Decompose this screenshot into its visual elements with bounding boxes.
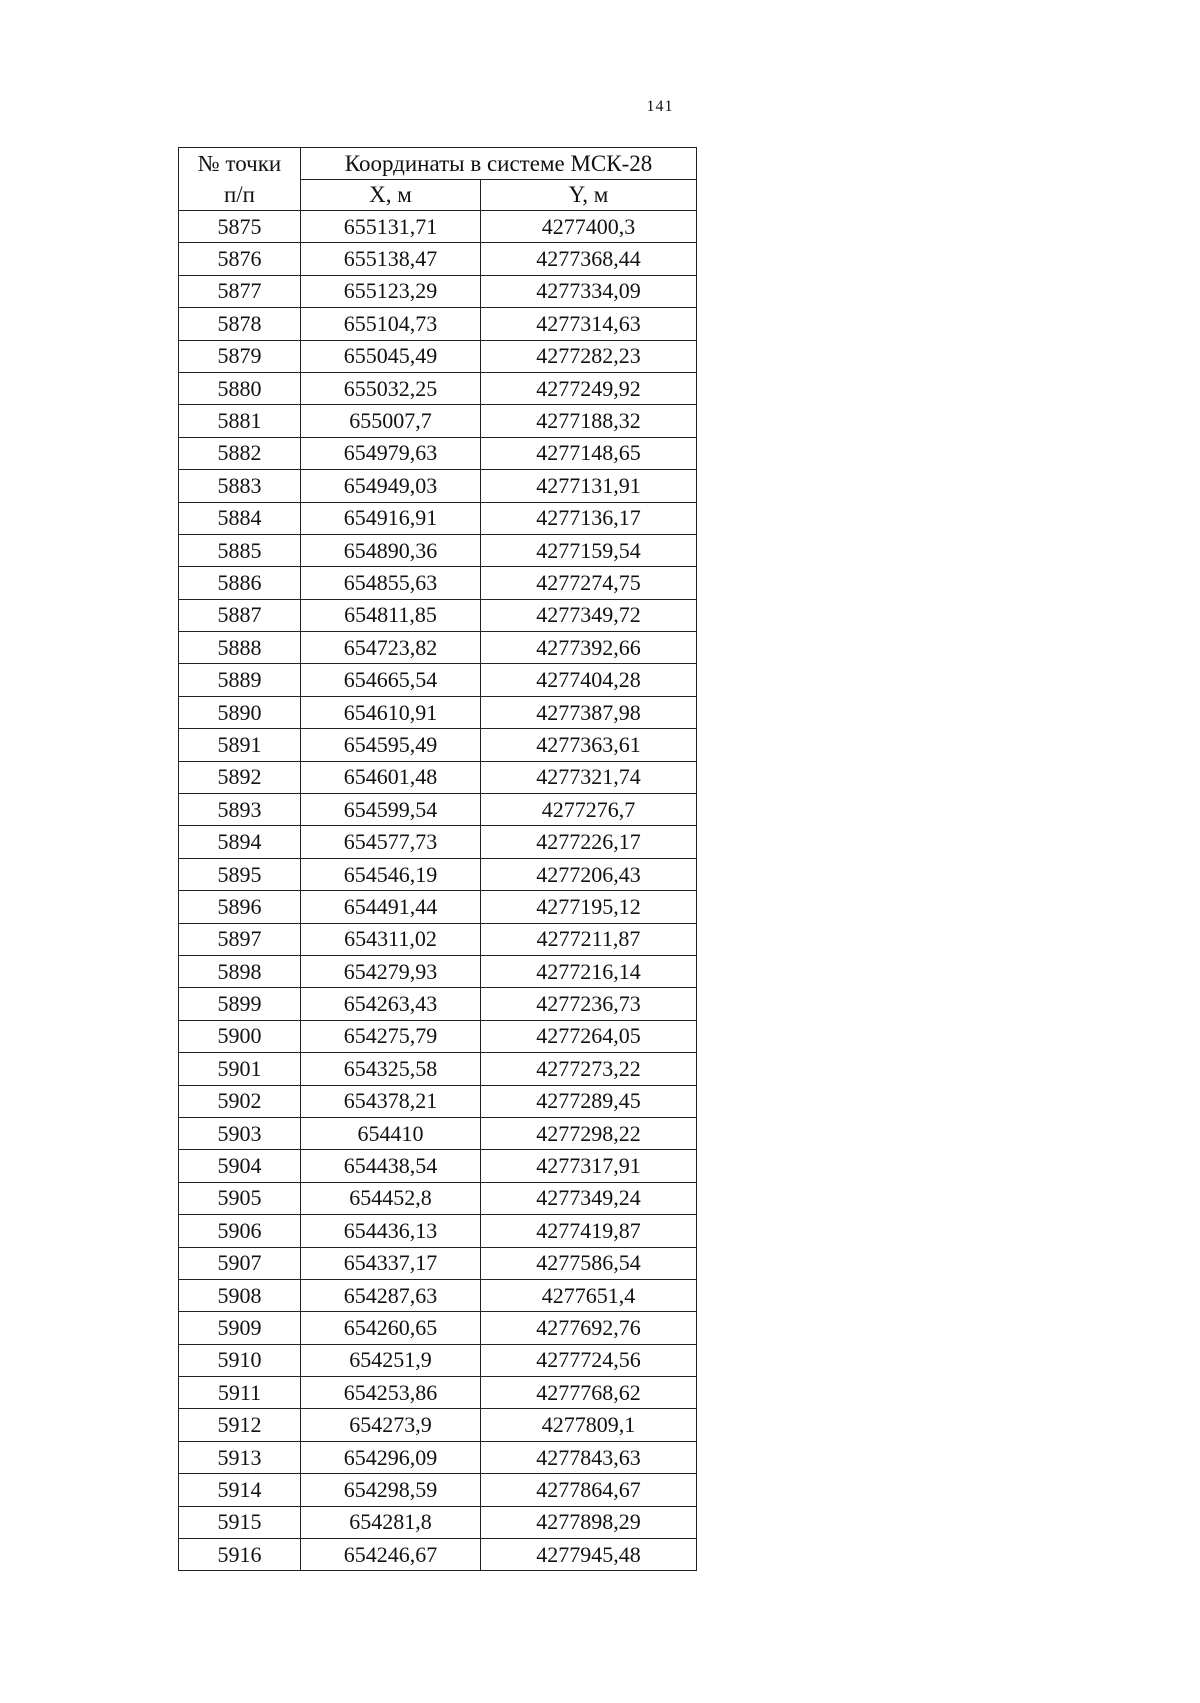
y-coordinate-cell: 4277298,22 <box>481 1117 697 1149</box>
point-number-cell: 5883 <box>179 470 301 502</box>
y-coordinate-cell: 4277226,17 <box>481 826 697 858</box>
y-coordinate-cell: 4277419,87 <box>481 1215 697 1247</box>
y-coordinate-cell: 4277206,43 <box>481 858 697 890</box>
x-coordinate-cell: 654279,93 <box>301 955 481 987</box>
table-row <box>179 632 697 664</box>
point-number-cell: 5908 <box>179 1279 301 1311</box>
y-coordinate-cell: 4277864,67 <box>481 1474 697 1506</box>
point-number-header-line1: № точки <box>197 151 282 176</box>
point-number-cell: 5882 <box>179 437 301 469</box>
point-number-cell: 5905 <box>179 1182 301 1214</box>
x-coordinate-cell: 654610,91 <box>301 696 481 728</box>
x-coordinate-cell: 654253,86 <box>301 1377 481 1409</box>
x-coordinate-cell: 654546,19 <box>301 858 481 890</box>
x-coordinate-cell: 654601,48 <box>301 761 481 793</box>
y-column-header: Y, м <box>481 179 697 211</box>
table-row <box>179 1247 697 1279</box>
point-number-cell: 5885 <box>179 534 301 566</box>
x-coordinate-cell: 654275,79 <box>301 1020 481 1052</box>
table-row <box>179 211 697 243</box>
point-number-cell: 5913 <box>179 1441 301 1473</box>
table-row <box>179 955 697 987</box>
table-row <box>179 1539 697 1571</box>
y-coordinate-cell: 4277334,09 <box>481 275 697 307</box>
x-coordinate-cell: 654452,8 <box>301 1182 481 1214</box>
table-row <box>179 567 697 599</box>
point-number-cell: 5900 <box>179 1020 301 1052</box>
y-coordinate-cell: 4277898,29 <box>481 1506 697 1538</box>
x-coordinate-cell: 654260,65 <box>301 1312 481 1344</box>
point-number-cell: 5894 <box>179 826 301 858</box>
table-row <box>179 1377 697 1409</box>
y-coordinate-cell: 4277349,72 <box>481 599 697 631</box>
table-row <box>179 308 697 340</box>
y-coordinate-cell: 4277276,7 <box>481 794 697 826</box>
point-number-cell: 5895 <box>179 858 301 890</box>
x-coordinate-cell: 654325,58 <box>301 1053 481 1085</box>
table-row <box>179 761 697 793</box>
x-coordinate-cell: 654723,82 <box>301 632 481 664</box>
point-number-cell: 5916 <box>179 1539 301 1571</box>
table-row <box>179 1020 697 1052</box>
x-coordinate-cell: 654296,09 <box>301 1441 481 1473</box>
x-coordinate-cell: 655104,73 <box>301 308 481 340</box>
point-number-cell: 5915 <box>179 1506 301 1538</box>
point-number-cell: 5909 <box>179 1312 301 1344</box>
point-number-cell: 5893 <box>179 794 301 826</box>
x-coordinate-cell: 655131,71 <box>301 211 481 243</box>
table-body <box>179 211 697 1571</box>
point-number-cell: 5891 <box>179 729 301 761</box>
point-number-cell: 5890 <box>179 696 301 728</box>
y-coordinate-cell: 4277273,22 <box>481 1053 697 1085</box>
table-row <box>179 1279 697 1311</box>
x-coordinate-cell: 654916,91 <box>301 502 481 534</box>
point-number-cell: 5906 <box>179 1215 301 1247</box>
y-coordinate-cell: 4277274,75 <box>481 567 697 599</box>
x-coordinate-cell: 654438,54 <box>301 1150 481 1182</box>
y-coordinate-cell: 4277289,45 <box>481 1085 697 1117</box>
y-coordinate-cell: 4277392,66 <box>481 632 697 664</box>
x-coordinate-cell: 654273,9 <box>301 1409 481 1441</box>
y-coordinate-cell: 4277195,12 <box>481 891 697 923</box>
y-coordinate-cell: 4277724,56 <box>481 1344 697 1376</box>
x-coordinate-cell: 655138,47 <box>301 243 481 275</box>
y-coordinate-cell: 4277159,54 <box>481 534 697 566</box>
x-coordinate-cell: 654949,03 <box>301 470 481 502</box>
point-number-cell: 5878 <box>179 308 301 340</box>
table-row <box>179 1506 697 1538</box>
table-row <box>179 275 697 307</box>
y-coordinate-cell: 4277404,28 <box>481 664 697 696</box>
point-number-cell: 5899 <box>179 988 301 1020</box>
y-coordinate-cell: 4277651,4 <box>481 1279 697 1311</box>
y-coordinate-cell: 4277321,74 <box>481 761 697 793</box>
x-coordinate-cell: 654855,63 <box>301 567 481 599</box>
table-row <box>179 988 697 1020</box>
y-coordinate-cell: 4277317,91 <box>481 1150 697 1182</box>
point-number-cell: 5914 <box>179 1474 301 1506</box>
y-coordinate-cell: 4277131,91 <box>481 470 697 502</box>
coordinates-header: Координаты в системе МСК-28 <box>301 148 697 180</box>
point-number-cell: 5880 <box>179 372 301 404</box>
x-coordinate-cell: 654337,17 <box>301 1247 481 1279</box>
point-number-cell: 5903 <box>179 1117 301 1149</box>
point-number-cell: 5892 <box>179 761 301 793</box>
table-row <box>179 1053 697 1085</box>
point-number-cell: 5901 <box>179 1053 301 1085</box>
table-row <box>179 1182 697 1214</box>
y-coordinate-cell: 4277282,23 <box>481 340 697 372</box>
x-column-header: X, м <box>301 179 481 211</box>
x-coordinate-cell: 654436,13 <box>301 1215 481 1247</box>
x-coordinate-cell: 654577,73 <box>301 826 481 858</box>
y-coordinate-cell: 4277264,05 <box>481 1020 697 1052</box>
x-coordinate-cell: 654890,36 <box>301 534 481 566</box>
x-coordinate-cell: 655032,25 <box>301 372 481 404</box>
point-number-cell: 5881 <box>179 405 301 437</box>
table-row <box>179 1312 697 1344</box>
y-coordinate-cell: 4277314,63 <box>481 308 697 340</box>
x-coordinate-cell: 654410 <box>301 1117 481 1149</box>
x-coordinate-cell: 654811,85 <box>301 599 481 631</box>
x-coordinate-cell: 655123,29 <box>301 275 481 307</box>
x-coordinate-cell: 655007,7 <box>301 405 481 437</box>
x-coordinate-cell: 654378,21 <box>301 1085 481 1117</box>
x-coordinate-cell: 654251,9 <box>301 1344 481 1376</box>
point-number-cell: 5886 <box>179 567 301 599</box>
table-row <box>179 891 697 923</box>
page-number: 141 <box>646 98 674 115</box>
point-number-cell: 5876 <box>179 243 301 275</box>
y-coordinate-cell: 4277136,17 <box>481 502 697 534</box>
point-number-cell: 5889 <box>179 664 301 696</box>
y-coordinate-cell: 4277349,24 <box>481 1182 697 1214</box>
y-coordinate-cell: 4277368,44 <box>481 243 697 275</box>
point-number-cell: 5907 <box>179 1247 301 1279</box>
y-coordinate-cell: 4277843,63 <box>481 1441 697 1473</box>
table-row <box>179 1117 697 1149</box>
point-number-cell: 5897 <box>179 923 301 955</box>
y-coordinate-cell: 4277363,61 <box>481 729 697 761</box>
table-row <box>179 729 697 761</box>
y-coordinate-cell: 4277400,3 <box>481 211 697 243</box>
point-number-cell: 5912 <box>179 1409 301 1441</box>
x-coordinate-cell: 654665,54 <box>301 664 481 696</box>
point-number-cell: 5896 <box>179 891 301 923</box>
table-row <box>179 1344 697 1376</box>
table-row <box>179 1150 697 1182</box>
y-coordinate-cell: 4277768,62 <box>481 1377 697 1409</box>
table-row <box>179 664 697 696</box>
y-coordinate-cell: 4277188,32 <box>481 405 697 437</box>
x-coordinate-cell: 654595,49 <box>301 729 481 761</box>
point-number-header <box>179 148 301 211</box>
x-coordinate-cell: 654263,43 <box>301 988 481 1020</box>
point-number-cell: 5879 <box>179 340 301 372</box>
x-coordinate-cell: 654281,8 <box>301 1506 481 1538</box>
y-coordinate-cell: 4277809,1 <box>481 1409 697 1441</box>
x-coordinate-cell: 654491,44 <box>301 891 481 923</box>
point-number-header-line2: п/п <box>223 182 255 207</box>
table-row <box>179 372 697 404</box>
table-row <box>179 923 697 955</box>
x-coordinate-cell: 654298,59 <box>301 1474 481 1506</box>
table-row <box>179 696 697 728</box>
table-header <box>179 148 697 211</box>
x-coordinate-cell: 655045,49 <box>301 340 481 372</box>
table-row <box>179 437 697 469</box>
x-coordinate-cell: 654979,63 <box>301 437 481 469</box>
point-number-cell: 5887 <box>179 599 301 631</box>
table-row <box>179 243 697 275</box>
y-coordinate-cell: 4277216,14 <box>481 955 697 987</box>
y-coordinate-cell: 4277945,48 <box>481 1539 697 1571</box>
x-coordinate-cell: 654599,54 <box>301 794 481 826</box>
y-coordinate-cell: 4277236,73 <box>481 988 697 1020</box>
point-number-cell: 5884 <box>179 502 301 534</box>
table-row <box>179 1474 697 1506</box>
table-row <box>179 858 697 890</box>
point-number-cell: 5877 <box>179 275 301 307</box>
table-row <box>179 340 697 372</box>
x-coordinate-cell: 654311,02 <box>301 923 481 955</box>
y-coordinate-cell: 4277148,65 <box>481 437 697 469</box>
table-row <box>179 1409 697 1441</box>
x-coordinate-cell: 654246,67 <box>301 1539 481 1571</box>
coordinates-table <box>178 147 697 1571</box>
point-number-cell: 5898 <box>179 955 301 987</box>
table-row <box>179 1215 697 1247</box>
point-number-cell: 5875 <box>179 211 301 243</box>
point-number-cell: 5904 <box>179 1150 301 1182</box>
y-coordinate-cell: 4277211,87 <box>481 923 697 955</box>
table-row <box>179 826 697 858</box>
table-row <box>179 405 697 437</box>
y-coordinate-cell: 4277387,98 <box>481 696 697 728</box>
point-number-cell: 5910 <box>179 1344 301 1376</box>
table-row <box>179 470 697 502</box>
y-coordinate-cell: 4277586,54 <box>481 1247 697 1279</box>
point-number-cell: 5902 <box>179 1085 301 1117</box>
table-row <box>179 502 697 534</box>
table-row <box>179 1085 697 1117</box>
point-number-cell: 5911 <box>179 1377 301 1409</box>
table-row <box>179 794 697 826</box>
x-coordinate-cell: 654287,63 <box>301 1279 481 1311</box>
table-row <box>179 1441 697 1473</box>
y-coordinate-cell: 4277692,76 <box>481 1312 697 1344</box>
y-coordinate-cell: 4277249,92 <box>481 372 697 404</box>
table-row <box>179 534 697 566</box>
point-number-cell: 5888 <box>179 632 301 664</box>
table-row <box>179 599 697 631</box>
